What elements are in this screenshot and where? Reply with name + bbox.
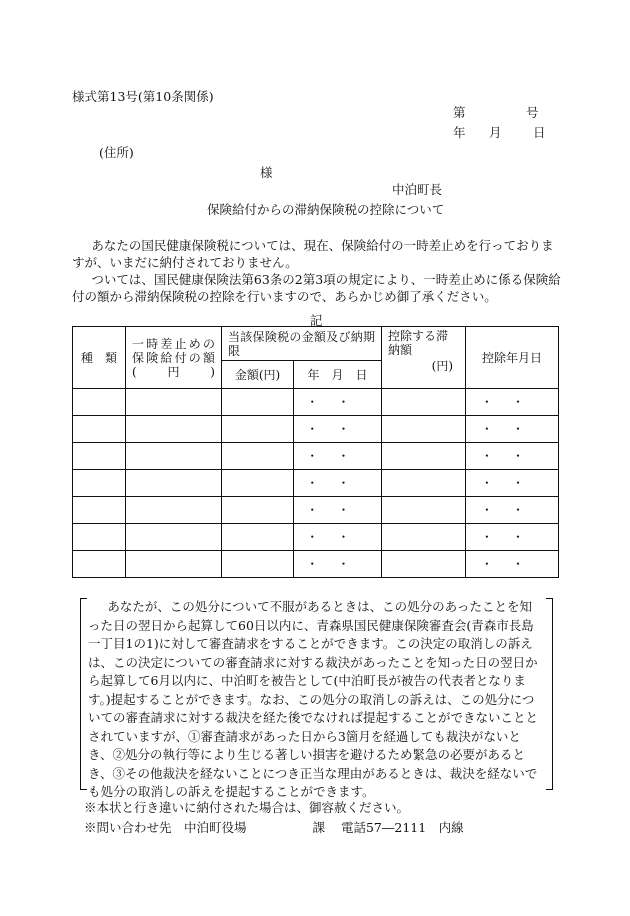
document-number-suffix: 号 [526, 105, 539, 120]
body-paragraph-1: あなたの国民健康保険税については、現在、保険給付の一時差止めを行っておりますが、いまだに納付されておりません。 [72, 238, 554, 270]
deduct-date-dots: ・・ [466, 389, 559, 416]
table-row [73, 470, 559, 497]
due-date-dots: ・・ [294, 416, 382, 443]
header-amount-yen: 金額(円) [222, 361, 294, 389]
address-label: (住所) [99, 145, 134, 160]
inquiry-phone: 電話57―2111 内線 [340, 820, 464, 835]
deduct-date-dots: ・・ [466, 551, 559, 578]
sender-name: 中泊町長 [392, 182, 443, 197]
due-date-dots: ・・ [294, 389, 382, 416]
table-row [73, 443, 559, 470]
date-day: 日 [533, 125, 546, 140]
header-type: 種 類 [73, 327, 126, 389]
body-paragraph-2: ついては、国民健康保険法第63条の2第3項の規定により、一時差止めに係る保険給付の額から滞納保険税の控除を行いますので、あらかじめ御了承ください。 [72, 272, 561, 304]
deduct-date-dots: ・・ [466, 497, 559, 524]
due-date-dots: ・・ [294, 443, 382, 470]
header-due-date: 年 月 日 [294, 361, 382, 389]
notice-bracket-left [80, 598, 87, 790]
header-deduct-amount: 控除する滞納額 (円) [382, 327, 466, 389]
table-row [73, 524, 559, 551]
deduct-date-dots: ・・ [466, 524, 559, 551]
inquiry-label: ※問い合わせ先 中泊町役場 [84, 820, 247, 835]
table-row [73, 551, 559, 578]
payment-note: ※本状と行き違いに納付された場合は、御容赦ください。 [84, 800, 410, 815]
document-number-prefix: 第 [453, 105, 466, 120]
issue-date [453, 123, 546, 141]
document-number [453, 103, 539, 121]
inquiry-line [84, 818, 464, 836]
appeal-notice: あなたが、この処分について不服があるときは、この処分のあったことを知った日の翌日から起算して60日以内に、青森県国民健康保険審査会(青森市長島一丁目1の1)に対して審査請求をすることができます。この決定の取消しの訴えは、この決定についての審査請求に対する裁決があったことを知った日の翌日から起算して6月以内に、中泊町を被告として(中泊町長が被告の代表者となります。)提起することができます。なお、この処分の取消しの訴えは、この処分についての審査請求に対する裁決を経た後でなければ提起することができないこととされていますが、①審査請求があった日から3箇月を経過しても裁決がないとき、②処分の執行等により生じる著しい損害を避けるため緊急の必要があるとき、③その他裁決を経ないことにつき正当な理由があるときは、裁決を経ないでも処分の取消しの訴えを提起することができます。 [88, 599, 539, 799]
deduct-date-dots: ・・ [466, 470, 559, 497]
table-row [73, 497, 559, 524]
inquiry-dept: 課 [312, 820, 325, 835]
date-year: 年 [453, 125, 466, 140]
notice-bracket-right [546, 598, 553, 790]
header-tax-amount-due: 当該保険税の金額及び納期限 [222, 327, 382, 361]
ki-label: 記 [310, 313, 323, 328]
due-date-dots: ・・ [294, 497, 382, 524]
deduction-table [72, 326, 559, 578]
deduct-date-dots: ・・ [466, 443, 559, 470]
due-date-dots: ・・ [294, 470, 382, 497]
date-month: 月 [489, 125, 502, 140]
deduct-date-dots: ・・ [466, 416, 559, 443]
table-row [73, 389, 559, 416]
due-date-dots: ・・ [294, 524, 382, 551]
due-date-dots: ・・ [294, 551, 382, 578]
recipient-honorific: 様 [260, 165, 273, 180]
header-deduct-date: 控除年月日 [466, 327, 559, 389]
header-suspended-amount: 一時差止めの保険給付の額(円) [126, 327, 222, 389]
form-number: 様式第13号(第10条関係) [72, 89, 214, 104]
table-row [73, 416, 559, 443]
document-title: 保険給付からの滞納保険税の控除について [207, 202, 445, 217]
